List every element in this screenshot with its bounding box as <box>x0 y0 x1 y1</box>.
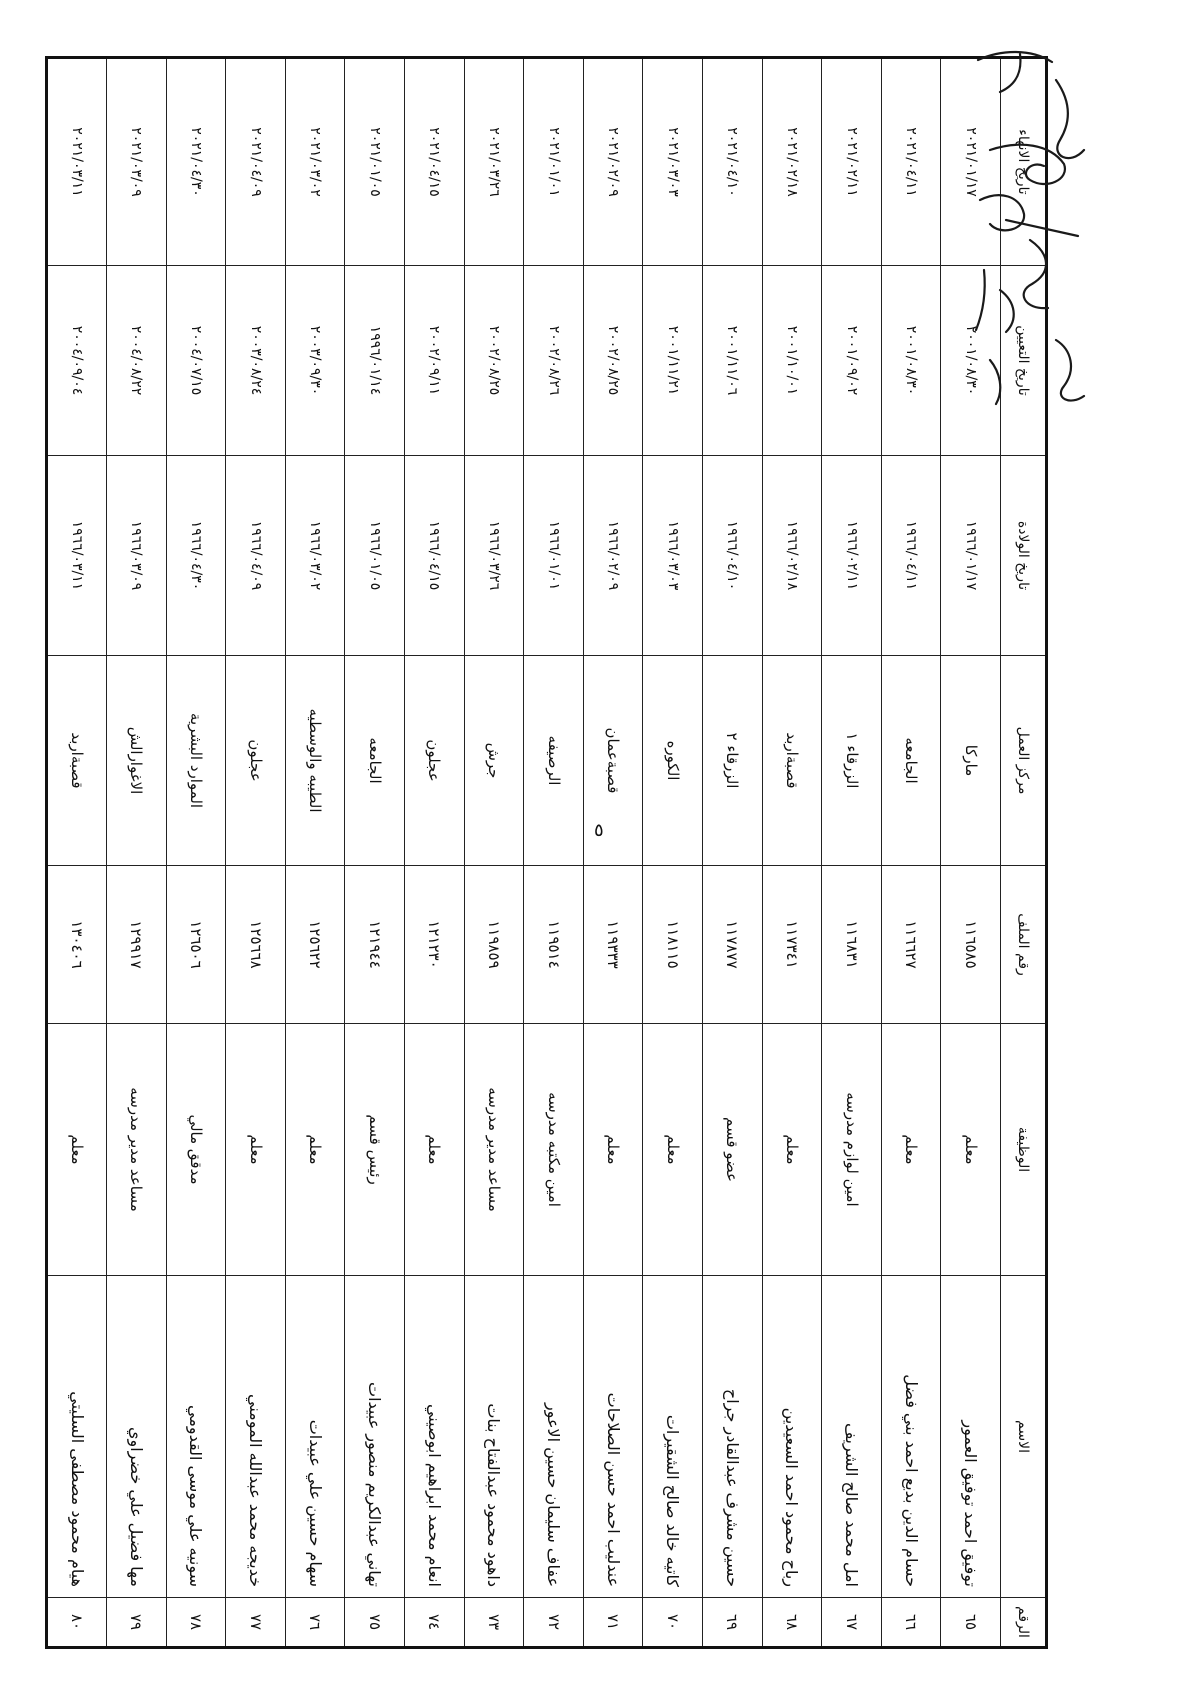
row-name: امل محمد صالح الشريف <box>822 1276 882 1598</box>
row-birth-date: ١٩٦٦/٠٤/١٠ <box>703 456 763 656</box>
row-file-no: ١٢٥٦٢٢ <box>285 866 345 1024</box>
row-number: ٧١ <box>583 1598 643 1648</box>
table-row <box>583 58 643 1648</box>
row-end-date: ٢٠٢١/٠٣/١١ <box>47 58 107 266</box>
row-end-date: ٢٠٢١/٠٣/٠٩ <box>107 58 167 266</box>
row-file-no: ١٢١٢٣٠ <box>405 866 465 1024</box>
table-row <box>762 58 822 1648</box>
row-number: ٧٥ <box>345 1598 405 1648</box>
row-number: ٦٩ <box>703 1598 763 1648</box>
row-file-no: ١١٦٦٢٧ <box>881 866 941 1024</box>
row-work-center: الكوره <box>643 656 703 866</box>
header-job: الوظيفة <box>1001 1024 1047 1276</box>
row-job: مساعد مدير مدرسه <box>107 1024 167 1276</box>
row-work-center: عجلون <box>226 656 286 866</box>
table-row <box>822 58 882 1648</box>
row-end-date: ٢٠٢١/٠٤/١١ <box>881 58 941 266</box>
row-work-center: الطيبه والوسطيه <box>285 656 345 866</box>
row-file-no: ١٢١٩٤٤ <box>345 866 405 1024</box>
table-row <box>405 58 465 1648</box>
row-file-no: ١٣٠٤٠٦ <box>47 866 107 1024</box>
row-birth-date: ١٩٦٦/٠٤/١١ <box>881 456 941 656</box>
row-name: خديجه محمد عبدالله المومني <box>226 1276 286 1598</box>
row-number: ٧٢ <box>524 1598 584 1648</box>
row-appointment-date: ٢٠٠٤/٠٩/٠٤ <box>47 266 107 456</box>
row-work-center: عجلون <box>405 656 465 866</box>
header-number: الرقم <box>1001 1598 1047 1648</box>
header-file-no: رقم الملف <box>1001 866 1047 1024</box>
row-name: رباح محمود احمد السعيدين <box>762 1276 822 1598</box>
row-file-no: ١٢٥٦٦٨ <box>226 866 286 1024</box>
row-file-no: ١١٨١١٥ <box>643 866 703 1024</box>
row-job: معلم <box>583 1024 643 1276</box>
row-name: هيام محمود مصطفى السليتي <box>47 1276 107 1598</box>
row-work-center: الجامعه <box>345 656 405 866</box>
table-row <box>703 58 763 1648</box>
row-work-center: جرش <box>464 656 524 866</box>
row-number: ٦٥ <box>941 1598 1001 1648</box>
row-file-no: ١١٩٨٥٩ <box>464 866 524 1024</box>
row-name: عفاف سليمان حسين الاعور <box>524 1276 584 1598</box>
row-file-no: ١٢٩٩١٧ <box>107 866 167 1024</box>
row-job: معلم <box>226 1024 286 1276</box>
row-job: عضو قسم <box>703 1024 763 1276</box>
row-appointment-date: ٢٠٠١/٠٨/٣٠ <box>881 266 941 456</box>
row-birth-date: ١٩٦٦/٠٣/٢٦ <box>464 456 524 656</box>
row-appointment-date: ٢٠٠٣/٠٨/٢٤ <box>226 266 286 456</box>
row-end-date: ٢٠٢١/٠٤/٣٠ <box>166 58 226 266</box>
row-number: ٧٨ <box>166 1598 226 1648</box>
row-file-no: ١١٦٨٣١ <box>822 866 882 1024</box>
employees-table <box>46 56 1049 1649</box>
row-end-date: ٢٠٢١/٠٢/١٨ <box>762 58 822 266</box>
row-end-date: ٢٠٢١/٠٤/١٥ <box>405 58 465 266</box>
row-number: ٧٧ <box>226 1598 286 1648</box>
table-row <box>464 58 524 1648</box>
row-file-no: ١١٩٣٣٣ <box>583 866 643 1024</box>
table-row <box>524 58 584 1648</box>
row-appointment-date: ٢٠٠١/١٠/٠١ <box>762 266 822 456</box>
row-job: معلم <box>405 1024 465 1276</box>
row-name: داهود محمود عبدالفتاح بنات <box>464 1276 524 1598</box>
row-work-center: الاغوارالش <box>107 656 167 866</box>
row-birth-date: ١٩٦٦/٠٢/١١ <box>822 456 882 656</box>
row-name: انعام محمد ابراهيم ابوصيني <box>405 1276 465 1598</box>
row-name: حسام الدين بديع احمد بني فضل <box>881 1276 941 1598</box>
row-job: معلم <box>941 1024 1001 1276</box>
row-job: معلم <box>762 1024 822 1276</box>
row-work-center: قصبةاربد <box>47 656 107 866</box>
row-name: سهام حسين علي عبيدات <box>285 1276 345 1598</box>
row-appointment-date: ٢٠٠٤/٠٨/٢٢ <box>107 266 167 456</box>
row-file-no: ١١٩٥١٤ <box>524 866 584 1024</box>
table-row <box>285 58 345 1648</box>
table-row <box>226 58 286 1648</box>
row-number: ٨٠ <box>47 1598 107 1648</box>
row-name: حسين مشرف عبدالقادر جراح <box>703 1276 763 1598</box>
table-row <box>166 58 226 1648</box>
row-appointment-date: ٢٠٠٢/٠٨/٢٥ <box>583 266 643 456</box>
table-row <box>881 58 941 1648</box>
row-appointment-date: ٢٠٠٣/٠٩/٣٠ <box>285 266 345 456</box>
row-birth-date: ١٩٦٦/٠٣/١١ <box>47 456 107 656</box>
header-work-center: مركز العمل <box>1001 656 1047 866</box>
row-birth-date: ١٩٦٦/٠١/١٧ <box>941 456 1001 656</box>
row-name: عندليب احمد حسن الصلاحات <box>583 1276 643 1598</box>
row-birth-date: ١٩٦٦/٠١/٠٥ <box>345 456 405 656</box>
row-number: ٦٧ <box>822 1598 882 1648</box>
header-end-date: تاريخ الانهاء <box>1001 58 1047 266</box>
row-appointment-date: ٢٠٠١/٠٩/٠٢ <box>822 266 882 456</box>
handwritten-signature <box>960 40 1100 420</box>
row-job: معلم <box>285 1024 345 1276</box>
row-birth-date: ١٩٦٦/٠٤/٠٩ <box>226 456 286 656</box>
row-number: ٦٦ <box>881 1598 941 1648</box>
table-row <box>47 58 107 1648</box>
row-end-date: ٢٠٢١/٠١/٠١ <box>524 58 584 266</box>
row-birth-date: ١٩٦٦/٠٢/٠٩ <box>583 456 643 656</box>
row-work-center: قصبةعمان <box>583 656 643 866</box>
row-file-no: ١٢٦٥٠٦ <box>166 866 226 1024</box>
row-job: رئيس قسم <box>345 1024 405 1276</box>
row-file-no: ١١٧٨٧٧ <box>703 866 763 1024</box>
header-birth-date: تاريخ الولادة <box>1001 456 1047 656</box>
row-end-date: ٢٠٢١/٠٢/١١ <box>822 58 882 266</box>
row-number: ٧٣ <box>464 1598 524 1648</box>
page-number: ٥ <box>594 820 604 841</box>
row-number: ٧٤ <box>405 1598 465 1648</box>
row-appointment-date: ٢٠٠١/١١/٠٦ <box>703 266 763 456</box>
table-row <box>107 58 167 1648</box>
row-appointment-date: ٢٠٠١/٠٨/٣٠ <box>941 266 1001 456</box>
row-work-center: ماركا <box>941 656 1001 866</box>
row-appointment-date: ٢٠٠١/١١/٢١ <box>643 266 703 456</box>
row-name: تهاني عبدالكريم منصور عبيدات <box>345 1276 405 1598</box>
row-appointment-date: ٢٠٠٢/٠٩/١١ <box>405 266 465 456</box>
row-appointment-date: ٢٠٠٢/٠٨/٢٦ <box>524 266 584 456</box>
row-number: ٧٠ <box>643 1598 703 1648</box>
table-row <box>643 58 703 1648</box>
row-work-center: قصبةاربد <box>762 656 822 866</box>
row-work-center: الموارد البشرية <box>166 656 226 866</box>
row-appointment-date: ١٩٩٦/٠١/١٤ <box>345 266 405 456</box>
row-work-center: الزرقاء ١ <box>822 656 882 866</box>
row-file-no: ١١٧٣٤١ <box>762 866 822 1024</box>
row-name: سونيه علي موسى القدومي <box>166 1276 226 1598</box>
row-number: ٧٦ <box>285 1598 345 1648</box>
rotated-sheet <box>48 56 1048 1646</box>
row-job: مساعد مدير مدرسه <box>464 1024 524 1276</box>
row-appointment-date: ٢٠٠٤/٠٧/١٥ <box>166 266 226 456</box>
row-name: توفيق احمد توفيق العمور <box>941 1276 1001 1598</box>
row-end-date: ٢٠٢١/٠١/١٧ <box>941 58 1001 266</box>
row-birth-date: ١٩٦٦/٠٤/١٥ <box>405 456 465 656</box>
row-name: كاتيه خالد صالح الشقيرات <box>643 1276 703 1598</box>
row-birth-date: ١٩٦٦/٠٢/١٨ <box>762 456 822 656</box>
row-job: امين لوازم مدرسه <box>822 1024 882 1276</box>
row-end-date: ٢٠٢١/٠٤/١٠ <box>703 58 763 266</box>
row-birth-date: ١٩٦٦/٠١/٠١ <box>524 456 584 656</box>
row-birth-date: ١٩٦٦/٠٣/٠٢ <box>285 456 345 656</box>
row-end-date: ٢٠٢١/٠٣/٠٣ <box>643 58 703 266</box>
row-job: معلم <box>881 1024 941 1276</box>
row-birth-date: ١٩٦٦/٠٣/٠٣ <box>643 456 703 656</box>
row-file-no: ١١٦٥٨٥ <box>941 866 1001 1024</box>
row-job: معلم <box>643 1024 703 1276</box>
header-name: الاسم <box>1001 1276 1047 1598</box>
row-end-date: ٢٠٢١/٠٢/٠٩ <box>583 58 643 266</box>
header-appointment-date: تاريخ التعيين <box>1001 266 1047 456</box>
row-work-center: الرصيفه <box>524 656 584 866</box>
row-work-center: الجامعه <box>881 656 941 866</box>
row-job: امين مكتبه مدرسه <box>524 1024 584 1276</box>
row-job: مدقق مالي <box>166 1024 226 1276</box>
row-end-date: ٢٠٢١/٠٣/٢٦ <box>464 58 524 266</box>
row-number: ٦٨ <box>762 1598 822 1648</box>
row-birth-date: ١٩٦٦/٠٣/٠٩ <box>107 456 167 656</box>
row-job: معلم <box>47 1024 107 1276</box>
row-work-center: الزرقاء ٢ <box>703 656 763 866</box>
row-end-date: ٢٠٢١/٠١/٠٥ <box>345 58 405 266</box>
row-appointment-date: ٢٠٠٢/٠٨/٢٥ <box>464 266 524 456</box>
table-row <box>345 58 405 1648</box>
row-end-date: ٢٠٢١/٠٣/٠٢ <box>285 58 345 266</box>
row-birth-date: ١٩٦٦/٠٤/٣٠ <box>166 456 226 656</box>
row-end-date: ٢٠٢١/٠٤/٠٩ <box>226 58 286 266</box>
row-number: ٧٩ <box>107 1598 167 1648</box>
row-name: مها فضيل علي خضراوي <box>107 1276 167 1598</box>
